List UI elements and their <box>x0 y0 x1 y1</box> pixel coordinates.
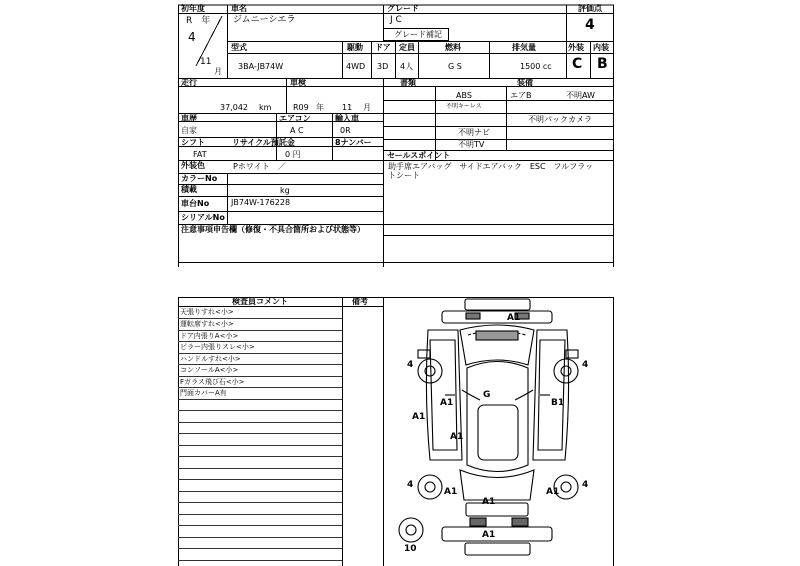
color-label: 外装色 <box>181 161 205 170</box>
displacement-value: 1500 cc <box>520 62 552 71</box>
equipment-navi: 不明ナビ <box>458 128 490 137</box>
damage-mark-front-left-wheel: 4 <box>407 360 414 370</box>
era-value: R 年 <box>186 16 211 26</box>
color-no-label: カラーNo <box>181 174 218 183</box>
comment-item: ドア内張りA<小> <box>180 332 239 340</box>
capacity-value: 4人 <box>400 62 414 71</box>
comment-list <box>178 308 342 408</box>
inspection-month: 11 <box>342 103 353 112</box>
comment-item: 運転席すれ<小> <box>180 320 234 328</box>
capacity-label: 定員 <box>399 43 415 52</box>
color-value: Pホワイト ／ <box>233 162 286 171</box>
load-label: 積載 <box>181 185 197 194</box>
comment-item: 天張りすれ<小> <box>180 308 234 316</box>
month-unit: 月 <box>214 67 222 76</box>
recycle-value: 0 円 <box>285 150 301 159</box>
history-value: 自家 <box>181 126 197 135</box>
drive-value: 4WD <box>346 62 366 71</box>
comment-item: Fガラス飛び石<小> <box>180 378 245 386</box>
inspection-month-unit: 月 <box>363 103 371 112</box>
inspection-era: R09 <box>293 103 309 112</box>
car-name-label: 車名 <box>231 4 247 13</box>
inspection-label: 車検 <box>290 78 306 87</box>
drive-label: 駆動 <box>347 43 363 52</box>
serial-label: シリアルNo <box>181 213 225 222</box>
grade-supplement-label: グレード補記 <box>394 30 442 39</box>
shift-label: シフト <box>181 138 205 147</box>
remarks-label: 備考 <box>352 297 368 306</box>
damage-mark-left-side: A1 <box>412 412 426 422</box>
comment-item: 門面カバーA有 <box>180 389 227 397</box>
equipment-label: 装備 <box>517 78 533 87</box>
chassis-label: 車台No <box>181 199 210 208</box>
import-label: 輸入車 <box>335 114 359 123</box>
first-reg-label: 初年度 <box>181 4 205 13</box>
damage-mark-spare-tire: 10 <box>404 544 417 554</box>
damage-mark-hood: A1 <box>507 313 521 323</box>
equipment-backcam: 不明パックカメラ <box>528 115 592 124</box>
score-label: 評価点 <box>578 4 602 13</box>
load-unit: kg <box>280 186 290 195</box>
history-label: 車歴 <box>181 114 197 123</box>
aircon-value: A C <box>290 126 304 135</box>
damage-mark-rear-right-wheel: 4 <box>582 480 589 490</box>
damage-mark-left-door: A1 <box>440 398 454 408</box>
score-value: 4 <box>585 17 595 33</box>
exterior-label: 外装 <box>568 43 584 52</box>
aircon-label: エアコン <box>279 114 311 123</box>
month-value: 11 <box>200 57 212 67</box>
damage-mark-left-rear-side: A1 <box>450 432 464 442</box>
displacement-label: 排気量 <box>512 43 536 52</box>
door-value: 3D <box>377 62 389 71</box>
year-value: 4 <box>188 30 196 44</box>
shift-value: FAT <box>193 150 207 159</box>
comment-item: ハンドルすれ<小> <box>180 355 241 363</box>
sales-point-line-1: 助手席エアバッグ サイドエアバック ESC フルフラッ <box>388 162 594 171</box>
chassis-value: JB74W-176228 <box>231 198 291 207</box>
fuel-label: 燃料 <box>445 43 461 52</box>
plate-label: 8ナンバー <box>335 138 372 147</box>
mileage-label: 走行 <box>181 78 197 87</box>
equipment-airbag: エアB <box>510 91 532 100</box>
damage-mark-front-right-wheel: 4 <box>582 360 589 370</box>
notes-label: 注意事項申告欄（修復・不具合箇所および状態等） <box>181 225 365 234</box>
damage-mark-rear-right-fender: A1 <box>546 487 560 497</box>
damage-mark-rear-bumper: A1 <box>482 530 496 540</box>
equipment-keyless: 不明キーレス <box>446 103 482 110</box>
grade-value: J C <box>390 15 402 25</box>
fuel-value: G S <box>448 62 462 71</box>
sales-point-line-2: トシート <box>388 171 420 180</box>
interior-grade: B <box>597 56 608 72</box>
damage-mark-right-door: B1 <box>551 398 565 408</box>
import-value: 0R <box>340 126 351 135</box>
inspector-comment-label: 検査員コメント <box>232 297 288 306</box>
equipment-tv: 不明TV <box>458 140 485 149</box>
damage-mark-windshield: G <box>483 390 491 400</box>
door-label: ドア <box>375 43 391 52</box>
equipment-abs: ABS <box>456 91 472 100</box>
sales-point-label: セールスポイント <box>387 151 451 160</box>
damage-mark-rear-left-fender: A1 <box>444 487 458 497</box>
car-body-diagram <box>399 299 578 555</box>
exterior-grade: C <box>572 56 583 72</box>
damage-mark-rear-left-wheel: 4 <box>407 480 414 490</box>
equipment-aw: 不明AW <box>566 91 595 100</box>
documents-label: 書類 <box>400 78 416 87</box>
damage-mark-rear-door: A1 <box>482 497 496 507</box>
comment-item: ピラー内張りスレ<小> <box>180 343 255 351</box>
mileage-unit: km <box>259 103 272 112</box>
model-label: 型式 <box>231 43 247 52</box>
comment-item: コンソールA<小> <box>180 366 239 374</box>
grade-supplement-box <box>383 28 449 41</box>
grade-label: グレード <box>387 4 419 13</box>
recycle-label: リサイクル預託金 <box>232 138 295 147</box>
car-name-value: ジムニーシエラ <box>233 15 296 25</box>
mileage-value: 37,042 <box>220 103 248 112</box>
model-value: 3BA-JB74W <box>238 62 284 71</box>
inspection-year-unit: 年 <box>316 103 324 112</box>
interior-label: 内装 <box>593 43 609 52</box>
